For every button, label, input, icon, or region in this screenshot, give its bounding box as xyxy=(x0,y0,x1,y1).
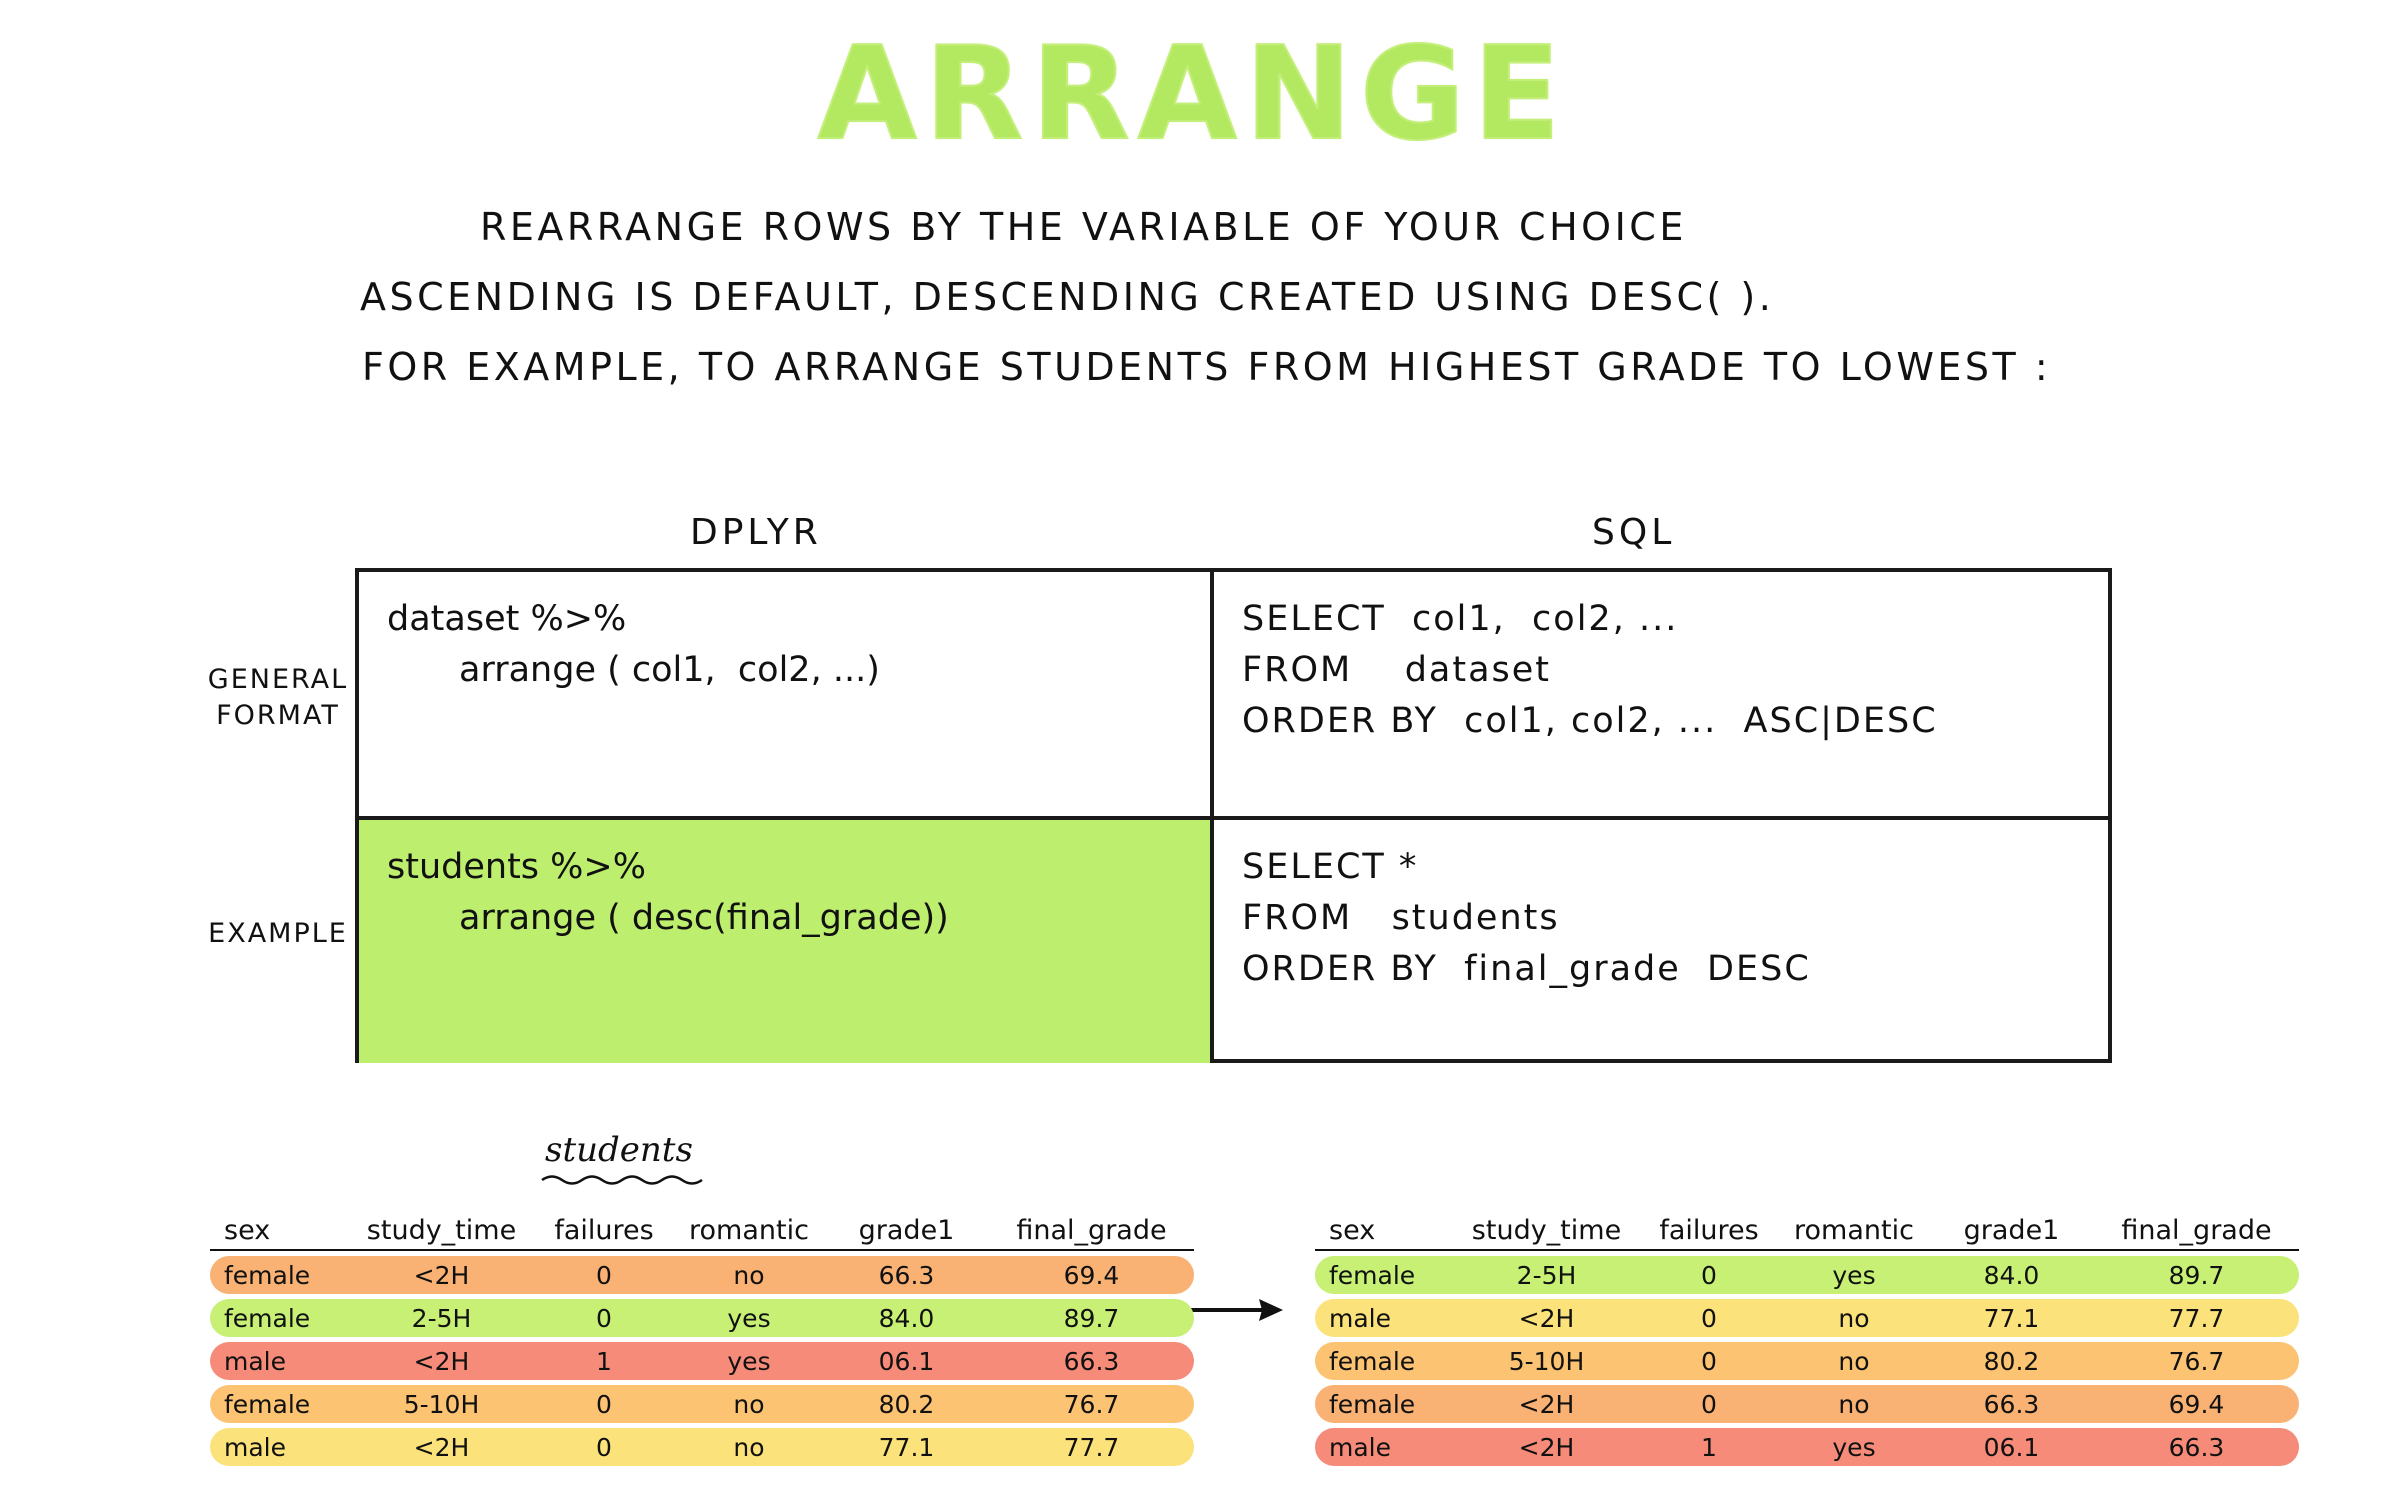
table-cell-failures: 1 xyxy=(596,1346,612,1376)
table-cell-sex: female xyxy=(224,1260,311,1290)
row-label-example: EXAMPLE xyxy=(208,918,348,949)
table-cell-failures: 0 xyxy=(1701,1346,1717,1376)
dplyr-general-line-2: arrange ( col1, col2, ...) xyxy=(459,649,880,690)
table-cell-romantic: yes xyxy=(1832,1260,1876,1290)
table-row xyxy=(1315,1385,2299,1423)
table-cell-final_grade: 69.4 xyxy=(1063,1260,1120,1290)
table-cell-romantic: yes xyxy=(1832,1432,1876,1462)
table-cell-romantic: yes xyxy=(727,1346,771,1376)
table-cell-study_time: 2-5H xyxy=(1516,1260,1577,1290)
column-header-grade1: grade1 xyxy=(824,1215,989,1251)
table-cell-failures: 0 xyxy=(596,1260,612,1290)
sql-example-line-1: SELECT * xyxy=(1242,847,1419,887)
squiggle-underline-icon xyxy=(540,1172,720,1186)
table-row xyxy=(210,1299,1194,1337)
intro-line-2: ASCENDING IS DEFAULT, DESCENDING CREATED USING DESC( ). xyxy=(360,275,1775,319)
column-header-final_grade: final_grade xyxy=(989,1215,1194,1251)
dplyr-example-line-1: students %>% xyxy=(387,847,646,887)
table-cell-final_grade: 77.7 xyxy=(1063,1432,1120,1462)
cell-sql-example xyxy=(1214,820,2112,1063)
table-cell-sex: female xyxy=(224,1303,311,1333)
table-row xyxy=(1315,1342,2299,1380)
table-body-before xyxy=(210,1256,1194,1466)
table-cell-grade1: 80.2 xyxy=(878,1389,935,1419)
table-cell-sex: female xyxy=(1329,1389,1416,1419)
row-label-general-format: GENERAL FORMAT xyxy=(207,664,349,732)
column-header-romantic: romantic xyxy=(674,1215,824,1251)
dplyr-general-line-1: dataset %>% xyxy=(387,599,627,639)
table-cell-grade1: 66.3 xyxy=(878,1260,935,1290)
column-header-failures: failures xyxy=(1639,1215,1779,1251)
table-cell-grade1: 84.0 xyxy=(1983,1260,2040,1290)
table-cell-romantic: no xyxy=(733,1260,765,1290)
cell-dplyr-general-format xyxy=(359,572,1214,820)
sql-example-line-3: ORDER BY final_grade DESC xyxy=(1242,948,1811,989)
column-header-failures: failures xyxy=(534,1215,674,1251)
table-cell-grade1: 77.1 xyxy=(1983,1303,2040,1333)
table-row xyxy=(1315,1428,2299,1466)
sql-example-line-2: FROM students xyxy=(1242,897,1560,938)
table-cell-final_grade: 89.7 xyxy=(2168,1260,2225,1290)
table-header-row xyxy=(1315,1205,2299,1251)
table-cell-study_time: <2H xyxy=(413,1432,470,1462)
table-cell-final_grade: 66.3 xyxy=(2168,1432,2225,1462)
table-cell-failures: 0 xyxy=(596,1389,612,1419)
cell-sql-general-format xyxy=(1214,572,2112,820)
sql-general-line-2: FROM dataset xyxy=(1242,649,1552,690)
column-header-study_time: study_time xyxy=(1454,1215,1639,1251)
table-cell-grade1: 06.1 xyxy=(1983,1432,2040,1462)
column-header-dplyr: DPLYR xyxy=(690,512,822,553)
table-cell-study_time: <2H xyxy=(413,1260,470,1290)
table-cell-sex: male xyxy=(1329,1303,1391,1333)
column-header-romantic: romantic xyxy=(1779,1215,1929,1251)
students-table-after xyxy=(1315,1205,2299,1466)
column-header-sex: sex xyxy=(1315,1215,1454,1251)
table-row xyxy=(1315,1256,2299,1294)
table-cell-grade1: 06.1 xyxy=(878,1346,935,1376)
column-header-study_time: study_time xyxy=(349,1215,534,1251)
students-caption: students xyxy=(545,1130,693,1170)
table-cell-sex: male xyxy=(224,1346,286,1376)
table-header-row xyxy=(210,1205,1194,1251)
table-cell-romantic: no xyxy=(733,1389,765,1419)
intro-line-1: REARRANGE ROWS BY THE VARIABLE OF YOUR CHOICE xyxy=(480,205,1687,249)
cell-dplyr-example xyxy=(359,820,1214,1063)
table-cell-final_grade: 76.7 xyxy=(2168,1346,2225,1376)
table-cell-sex: female xyxy=(224,1389,311,1419)
table-cell-study_time: <2H xyxy=(1518,1432,1575,1462)
dplyr-example-line-2: arrange ( desc(final_grade)) xyxy=(459,897,949,938)
table-cell-study_time: <2H xyxy=(1518,1389,1575,1419)
table-cell-final_grade: 76.7 xyxy=(1063,1389,1120,1419)
table-cell-final_grade: 69.4 xyxy=(2168,1389,2225,1419)
table-cell-study_time: 5-10H xyxy=(1508,1346,1585,1376)
table-cell-failures: 0 xyxy=(1701,1303,1717,1333)
table-cell-sex: male xyxy=(224,1432,286,1462)
table-cell-failures: 1 xyxy=(1701,1432,1717,1462)
comparison-grid xyxy=(355,568,2112,1063)
table-cell-romantic: no xyxy=(1838,1389,1870,1419)
table-cell-failures: 0 xyxy=(596,1303,612,1333)
table-row xyxy=(210,1342,1194,1380)
table-cell-final_grade: 66.3 xyxy=(1063,1346,1120,1376)
table-cell-study_time: <2H xyxy=(413,1346,470,1376)
table-cell-romantic: no xyxy=(1838,1303,1870,1333)
table-cell-sex: female xyxy=(1329,1260,1416,1290)
sql-general-line-1: SELECT col1, col2, ... xyxy=(1242,599,1679,639)
sql-general-line-3: ORDER BY col1, col2, ... ASC|DESC xyxy=(1242,700,1938,741)
column-header-grade1: grade1 xyxy=(1929,1215,2094,1251)
table-cell-study_time: 2-5H xyxy=(411,1303,472,1333)
table-cell-romantic: yes xyxy=(727,1303,771,1333)
table-cell-grade1: 84.0 xyxy=(878,1303,935,1333)
column-header-final_grade: final_grade xyxy=(2094,1215,2299,1251)
table-cell-sex: male xyxy=(1329,1432,1391,1462)
table-cell-failures: 0 xyxy=(1701,1260,1717,1290)
table-cell-grade1: 66.3 xyxy=(1983,1389,2040,1419)
table-cell-failures: 0 xyxy=(596,1432,612,1462)
intro-line-3: FOR EXAMPLE, TO ARRANGE STUDENTS FROM HIGHEST GRADE TO LOWEST : xyxy=(362,345,2052,389)
column-header-sql: SQL xyxy=(1592,512,1676,553)
column-header-sex: sex xyxy=(210,1215,349,1251)
table-cell-failures: 0 xyxy=(1701,1389,1717,1419)
table-cell-final_grade: 89.7 xyxy=(1063,1303,1120,1333)
table-cell-study_time: <2H xyxy=(1518,1303,1575,1333)
table-body-after xyxy=(1315,1256,2299,1466)
table-cell-grade1: 80.2 xyxy=(1983,1346,2040,1376)
table-cell-sex: female xyxy=(1329,1346,1416,1376)
table-cell-study_time: 5-10H xyxy=(403,1389,480,1419)
page-title: ARRANGE xyxy=(817,20,1569,169)
table-row xyxy=(1315,1299,2299,1337)
students-table-before xyxy=(210,1205,1194,1466)
table-cell-final_grade: 77.7 xyxy=(2168,1303,2225,1333)
table-row xyxy=(210,1385,1194,1423)
table-cell-romantic: no xyxy=(1838,1346,1870,1376)
table-row xyxy=(210,1256,1194,1294)
table-cell-grade1: 77.1 xyxy=(878,1432,935,1462)
table-cell-romantic: no xyxy=(733,1432,765,1462)
table-row xyxy=(210,1428,1194,1466)
